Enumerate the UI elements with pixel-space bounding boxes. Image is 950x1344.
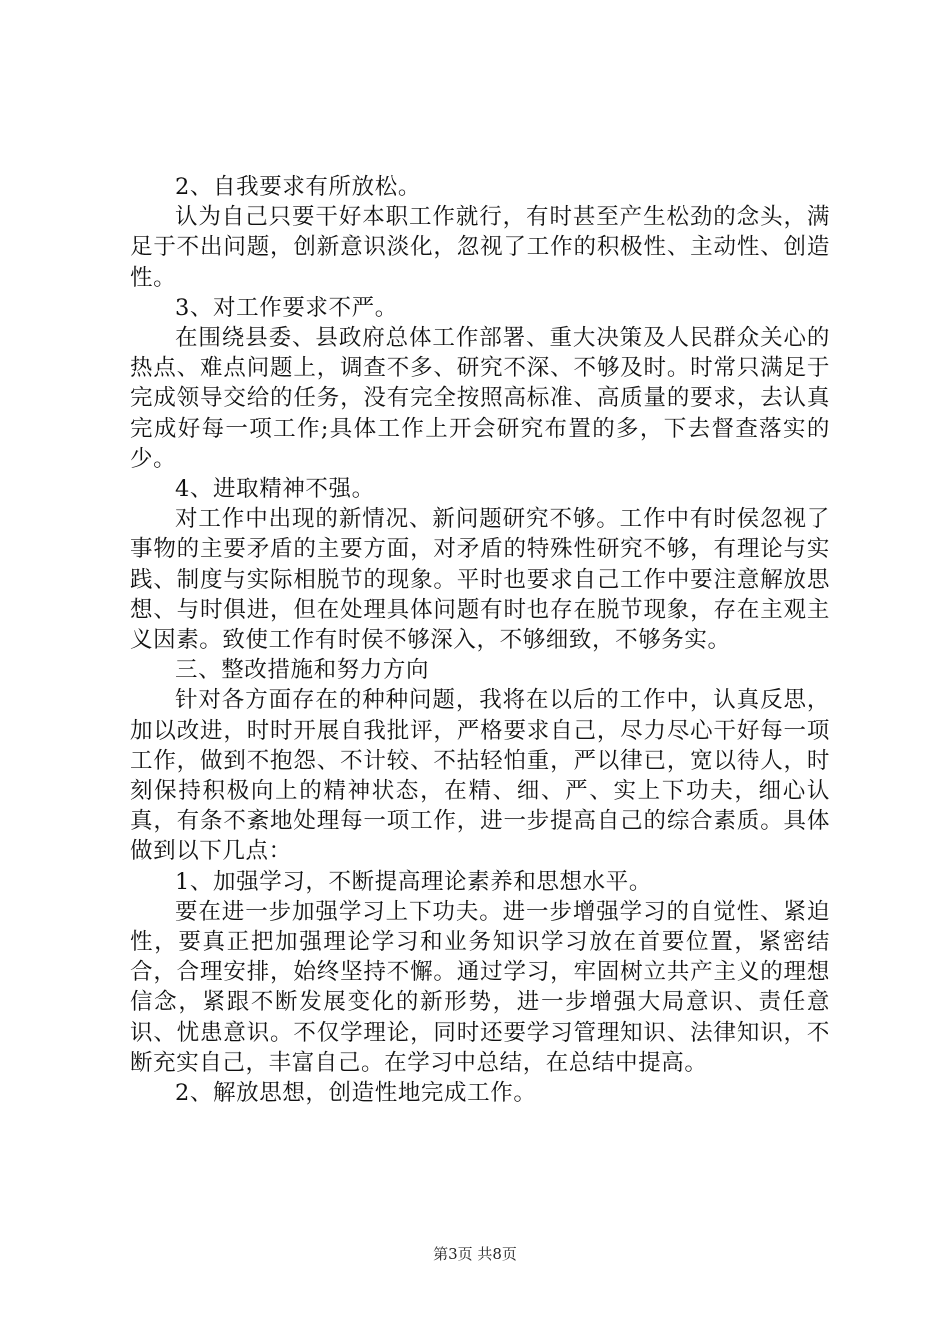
document-body bbox=[130, 172, 830, 1108]
paragraph: 在围绕县委、县政府总体工作部署、重大决策及人民群众关心的热点、难点问题上，调查不多、研究不深、不够及时。时常只满足于完成领导交给的任务，没有完全按照高标准、高质量的要求，去认真完成好每一项工作;具体工作上开会研究布置的多，下去督查落实的少。 bbox=[130, 325, 830, 472]
paragraph-heading-work-requirement: 3、对工作要求不严。 bbox=[175, 294, 398, 321]
paragraph: 针对各方面存在的种种问题，我将在以后的工作中，认真反思，加以改进，时时开展自我批评，严格要求自己，尽力尽心干好每一项工作，做到不抱怨、不计较、不拈轻怕重，严以律已，宽以待人，时刻保持积极向上的精神状态，在精、细、严、实上下功夫，细心认真，有条不紊地处理每一项工作，进一步提高自己的综合素质。具体做到以下几点： bbox=[130, 687, 830, 865]
page-number-footer: 第3页 共8页 bbox=[433, 1245, 517, 1263]
paragraph: 要在进一步加强学习上下功夫。进一步增强学习的自觉性、紧迫性，要真正把加强理论学习和业务知识学习放在首要位置，紧密结合，合理安排，始终坚持不懈。通过学习，牢固树立共产主义的理想信念，紧跟不断发展变化的新形势，进一步增强大局意识、责任意识、忧患意识。不仅学理论，同时还要学习管理知识、法律知识，不断充实自己，丰富自己。在学习中总结，在总结中提高。 bbox=[130, 898, 830, 1076]
paragraph-heading-strengthen-study: 1、加强学习，不断提高理论素养和思想水平。 bbox=[175, 868, 652, 895]
paragraph-heading-self-requirement: 2、自我要求有所放松。 bbox=[175, 174, 421, 200]
paragraph-heading-enterprising-spirit: 4、进取精神不强。 bbox=[175, 476, 375, 503]
paragraph: 认为自己只要干好本职工作就行，有时甚至产生松劲的念头，满足于不出问题，创新意识淡化，忽视了工作的积极性、主动性、创造性。 bbox=[130, 204, 830, 291]
section-heading-rectification: 三、整改措施和努力方向 bbox=[175, 657, 430, 684]
paragraph: 对工作中出现的新情况、新问题研究不够。工作中有时侯忽视了事物的主要矛盾的主要方面，对矛盾的特殊性研究不够，有理论与实践、制度与实际相脱节的现象。平时也要求自己工作中要注意解放思想、与时俱进，但在处理具体问题有时也存在脱节现象，存在主观主义因素。致使工作有时侯不够深入，不够细致，不够务实。 bbox=[130, 506, 830, 654]
paragraph-heading-emancipate-mind: 2、解放思想，创造性地完成工作。 bbox=[175, 1080, 537, 1107]
